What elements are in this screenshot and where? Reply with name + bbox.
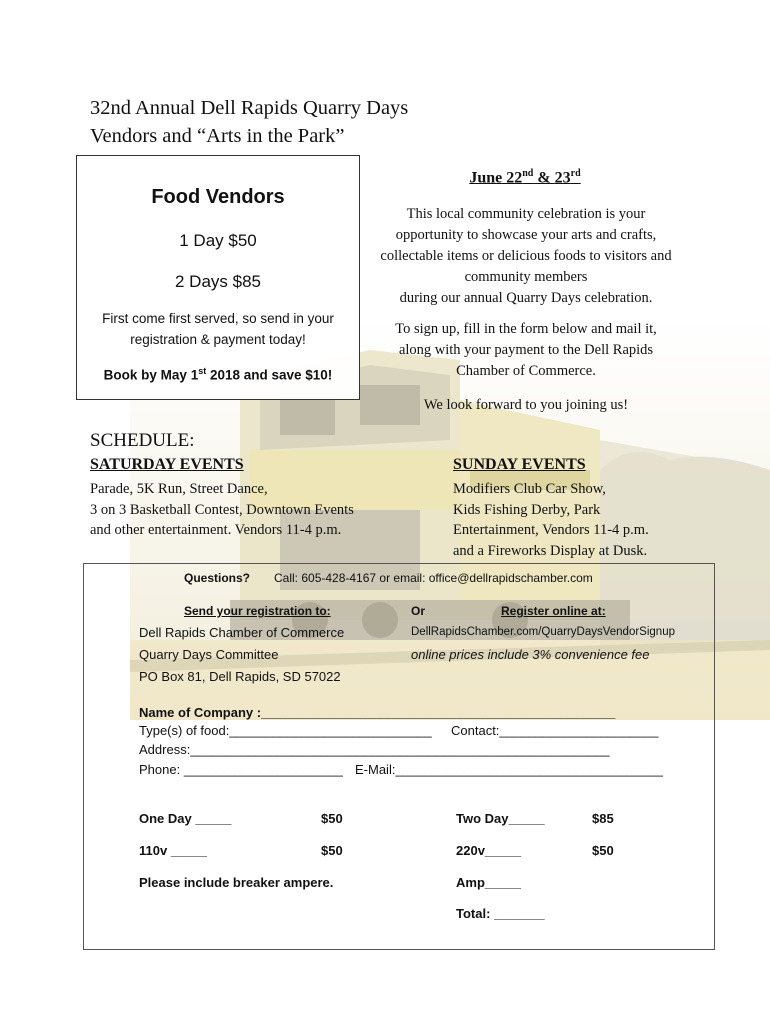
online-fee-note: online prices include 3% convenience fee — [411, 647, 650, 662]
110v-option-price: $50 — [321, 843, 343, 858]
intro-line: opportunity to showcase your arts and crafts, — [395, 227, 657, 243]
phone-field[interactable]: Phone: ______________________ — [139, 762, 343, 777]
sunday-line: and a Fireworks Display at Dusk. — [453, 542, 648, 559]
one-day-option-price: $50 — [321, 811, 343, 826]
mailing-address-line1: Dell Rapids Chamber of Commerce — [139, 625, 345, 640]
intro-line: collectable items or delicious foods to visitors and — [380, 248, 672, 264]
saturday-events — [90, 479, 354, 541]
book-by-text: Book by May 1 — [103, 367, 199, 383]
book-by-sup: st — [198, 366, 207, 376]
book-by-text-end: 2018 and save $10! — [206, 367, 333, 383]
signup-line: along with your payment to the Dell Rapids — [398, 342, 654, 358]
220v-option-price: $50 — [592, 843, 614, 858]
signup-line: Chamber of Commerce. — [456, 363, 596, 379]
food-vendors-box — [76, 155, 360, 400]
page-title-line1: 32nd Annual Dell Rapids Quarry Days — [90, 97, 409, 119]
saturday-heading: SATURDAY EVENTS — [90, 456, 244, 473]
email-field[interactable]: E-Mail:_____________________________________ — [355, 762, 663, 777]
sunday-line: Kids Fishing Derby, Park — [453, 501, 601, 518]
breaker-note: Please include breaker ampere. — [139, 875, 334, 890]
110v-option[interactable]: 110v _____ — [139, 843, 207, 858]
mailing-address-line2: Quarry Days Committee — [139, 647, 279, 662]
intro-paragraph — [366, 204, 686, 309]
book-by-note — [77, 366, 359, 383]
saturday-line: 3 on 3 Basketball Contest, Downtown Events — [90, 501, 354, 518]
food-type-field[interactable]: Type(s) of food:____________________________ — [139, 723, 432, 738]
contact-field[interactable]: Contact:______________________ — [451, 723, 659, 738]
event-dates — [375, 168, 675, 187]
date-sup-nd: nd — [522, 168, 534, 179]
company-name-field[interactable]: Name of Company :_________________________________________________ — [139, 705, 616, 720]
220v-option[interactable]: 220v_____ — [456, 843, 522, 858]
registration-form — [83, 563, 715, 950]
register-online-url[interactable]: DellRapidsChamber.com/QuarryDaysVendorSignup — [411, 626, 675, 638]
or-label: Or — [411, 604, 426, 618]
one-day-price: 1 Day $50 — [179, 231, 257, 250]
two-days-price: 2 Days $85 — [175, 272, 261, 291]
questions-label: Questions? — [184, 571, 251, 585]
first-come-note-line2: registration & payment today! — [130, 332, 306, 347]
register-online-label: Register online at: — [501, 604, 606, 618]
closing-line: We look forward to you joining us! — [423, 397, 629, 413]
date-23: & 23 — [533, 169, 571, 187]
date-june-22: June 22 — [469, 169, 523, 187]
address-field[interactable]: Address:__________________________________________________________ — [139, 742, 610, 757]
signup-paragraph — [366, 319, 686, 382]
schedule-heading: SCHEDULE: — [90, 430, 195, 451]
date-sup-rd: rd — [570, 168, 581, 179]
intro-line: community members — [464, 269, 588, 285]
sunday-line: Modifiers Club Car Show, — [453, 481, 606, 497]
saturday-line: Parade, 5K Run, Street Dance, — [90, 481, 268, 497]
two-day-option-price: $85 — [592, 811, 614, 826]
mailing-address-line3: PO Box 81, Dell Rapids, SD 57022 — [139, 669, 341, 684]
send-registration-label: Send your registration to: — [184, 604, 331, 618]
sunday-line: Entertainment, Vendors 11-4 p.m. — [453, 522, 649, 538]
sunday-heading: SUNDAY EVENTS — [453, 456, 586, 473]
amp-field[interactable]: Amp_____ — [456, 875, 522, 890]
two-day-option[interactable]: Two Day_____ — [456, 811, 545, 826]
first-come-note-line1: First come first served, so send in your — [102, 311, 334, 326]
one-day-option[interactable]: One Day _____ — [139, 811, 232, 826]
sunday-events — [453, 479, 649, 561]
questions-contact: Call: 605-428-4167 or email: office@dellrapidschamber.com — [274, 571, 593, 585]
page-title-line2: Vendors and “Arts in the Park” — [90, 125, 345, 147]
intro-line: This local community celebration is your — [406, 206, 646, 222]
food-vendors-heading: Food Vendors — [151, 186, 285, 208]
saturday-line: and other entertainment. Vendors 11-4 p.m. — [90, 522, 342, 538]
total-field[interactable]: Total: _______ — [456, 906, 545, 921]
intro-line: during our annual Quarry Days celebration. — [399, 290, 653, 306]
signup-line: To sign up, fill in the form below and mail it, — [395, 321, 657, 337]
